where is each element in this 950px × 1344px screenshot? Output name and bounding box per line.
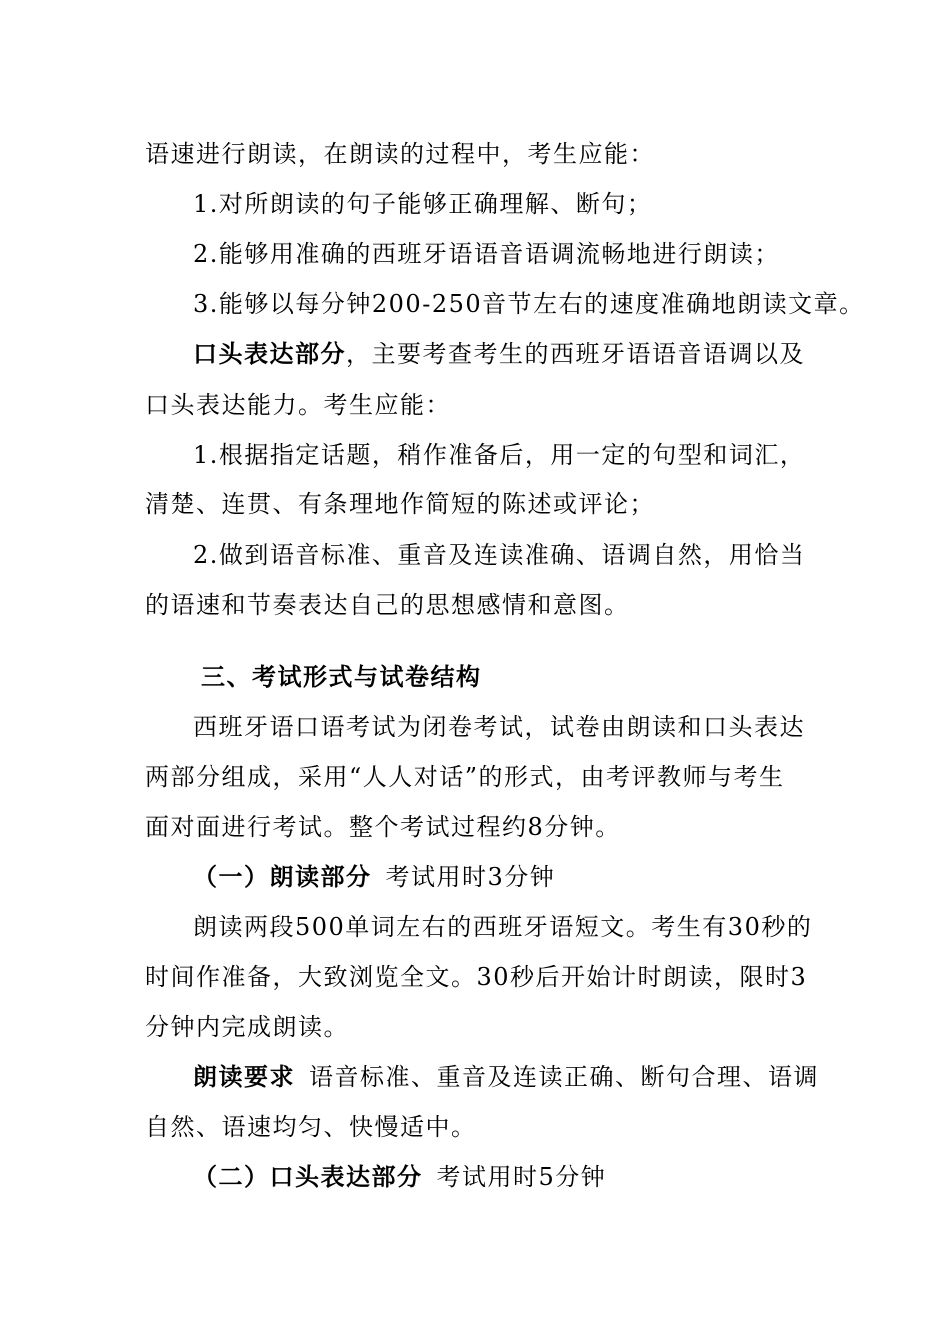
reading-item-1: 1.对所朗读的句子能够正确理解、断句；: [193, 190, 653, 218]
oral-item-2-line-2: 的语速和节奏表达自己的思想感情和意图。: [145, 591, 630, 619]
oral-intro-line-2: 口头表达能力。考生应能：: [145, 391, 451, 419]
section-three-para-line-1: 西班牙语口语考试为闭卷考试，试卷由朗读和口头表达: [193, 713, 805, 741]
reading-requirements-line-1: [193, 1061, 819, 1093]
part-two-time: 考试用时5分钟: [436, 1163, 607, 1191]
section-three-title: 三、考试形式与试卷结构: [201, 662, 482, 691]
part-two-heading-line: [193, 1161, 606, 1193]
part-one-para-line-3: 分钟内完成朗读。: [145, 1013, 349, 1041]
reading-item-2: 2.能够用准确的西班牙语语音语调流畅地进行朗读；: [193, 240, 780, 268]
part-one-para-line-1: 朗读两段500单词左右的西班牙语短文。考生有30秒的: [193, 913, 813, 941]
section-three-para-line-2: 两部分组成，采用“人人对话”的形式，由考评教师与考生: [145, 763, 785, 791]
oral-item-1-line-2: 清楚、连贯、有条理地作简短的陈述或评论；: [145, 490, 655, 518]
section-three-para-line-3: 面对面进行考试。整个考试过程约8分钟。: [145, 813, 621, 841]
reading-item-3: 3.能够以每分钟200-250音节左右的速度准确地朗读文章。: [193, 290, 865, 318]
oral-section-heading: 口头表达部分: [193, 339, 346, 368]
oral-item-2-line-1: 2.做到语音标准、重音及连读准确、语调自然，用恰当: [193, 541, 806, 569]
oral-intro-line-1: [193, 338, 805, 370]
part-two-heading: （二）口头表达部分: [193, 1162, 423, 1191]
part-one-para-line-2: 时间作准备，大致浏览全文。30秒后开始计时朗读，限时3: [145, 963, 808, 991]
part-one-time: 考试用时3分钟: [385, 863, 556, 891]
part-one-heading-line: [193, 861, 555, 893]
oral-intro-text: ，主要考查考生的西班牙语语音语调以及: [346, 340, 805, 368]
reading-requirements-text: 语音标准、重音及连读正确、断句合理、语调: [309, 1063, 819, 1091]
reading-intro-line: 语速进行朗读，在朗读的过程中，考生应能：: [145, 140, 655, 168]
reading-requirements-line-2: 自然、语速均匀、快慢适中。: [145, 1113, 477, 1141]
oral-item-1-line-1: 1.根据指定话题，稍作准备后，用一定的句型和词汇，: [193, 441, 806, 469]
part-one-heading: （一）朗读部分: [193, 862, 372, 891]
reading-requirements-heading: 朗读要求: [193, 1062, 295, 1091]
